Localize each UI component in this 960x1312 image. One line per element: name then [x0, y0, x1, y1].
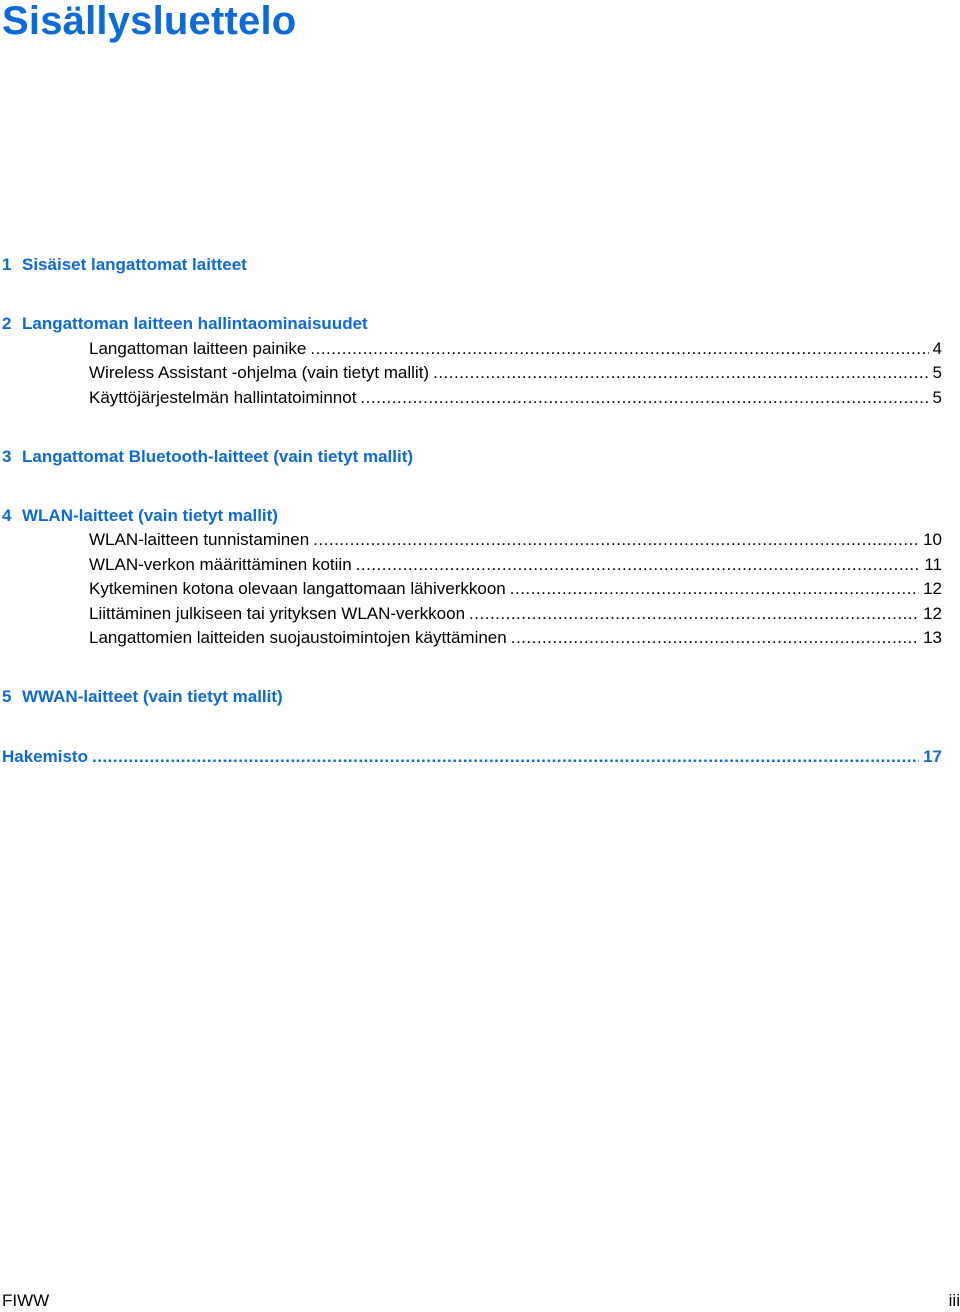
toc-entry[interactable]	[89, 529, 942, 551]
entry-label: Langattoman laitteen painike	[89, 339, 307, 358]
entry-label: Käyttöjärjestelmän hallintatoiminnot	[89, 388, 357, 407]
entry-page-number: 11	[924, 555, 942, 574]
entry-label: Langattomien laitteiden suojaustoimintojen käyttäminen	[89, 628, 507, 647]
dot-leader	[360, 387, 928, 409]
chapter-number: 1	[2, 255, 12, 274]
toc-entry[interactable]	[89, 554, 942, 576]
entry-page-number: 12	[923, 579, 942, 598]
toc-entry[interactable]	[89, 338, 942, 360]
chapter-title: Langattoman laitteen hallintaominaisuudet	[22, 314, 368, 333]
entry-label: Kytkeminen kotona olevaan langattomaan lähiverkkoon	[89, 579, 506, 598]
footer-document-code: FIWW	[2, 1291, 50, 1310]
chapter-title: Langattomat Bluetooth-laitteet (vain tietyt mallit)	[22, 447, 414, 466]
entry-page-number: 5	[932, 363, 942, 382]
toc-chapter-1[interactable]	[2, 254, 247, 276]
entry-label: Liittäminen julkiseen tai yrityksen WLAN-verkkoon	[89, 604, 466, 623]
chapter-number: 5	[2, 687, 12, 706]
entry-label: WLAN-verkon määrittäminen kotiin	[89, 555, 352, 574]
toc-chapter-2[interactable]	[2, 313, 368, 335]
entry-page-number: 5	[932, 388, 942, 407]
dot-leader	[510, 578, 919, 600]
toc-chapter-4[interactable]	[2, 505, 278, 527]
toc-chapter-5[interactable]	[2, 686, 283, 708]
entry-page-number: 10	[923, 530, 942, 549]
chapter-title: Sisäiset langattomat laitteet	[22, 255, 247, 274]
dot-leader	[433, 362, 928, 384]
toc-chapter-3[interactable]	[2, 446, 413, 468]
toc-entry[interactable]	[89, 603, 942, 625]
index-page-number: 17	[923, 747, 942, 766]
chapter-number: 4	[2, 506, 12, 525]
chapter-title: WWAN-laitteet (vain tietyt mallit)	[22, 687, 283, 706]
dot-leader	[92, 746, 919, 768]
dot-leader	[310, 338, 928, 360]
entry-page-number: 13	[923, 628, 942, 647]
index-label: Hakemisto	[2, 747, 88, 766]
toc-index-entry[interactable]	[2, 746, 942, 768]
dot-leader	[356, 554, 921, 576]
entry-label: Wireless Assistant -ohjelma (vain tietyt mallit)	[89, 363, 430, 382]
toc-entry[interactable]	[89, 362, 942, 384]
entry-page-number: 4	[932, 339, 942, 358]
chapter-title: WLAN-laitteet (vain tietyt mallit)	[22, 506, 278, 525]
toc-entry[interactable]	[89, 578, 942, 600]
entry-label: WLAN-laitteen tunnistaminen	[89, 530, 310, 549]
dot-leader	[511, 627, 919, 649]
chapter-number: 3	[2, 447, 12, 466]
entry-page-number: 12	[923, 604, 942, 623]
page-title: Sisällysluettelo	[2, 0, 297, 43]
toc-entry[interactable]	[89, 387, 942, 409]
chapter-number: 2	[2, 314, 12, 333]
dot-leader	[469, 603, 919, 625]
footer-page-number: iii	[948, 1291, 960, 1310]
dot-leader	[313, 529, 919, 551]
toc-entry[interactable]	[89, 627, 942, 649]
